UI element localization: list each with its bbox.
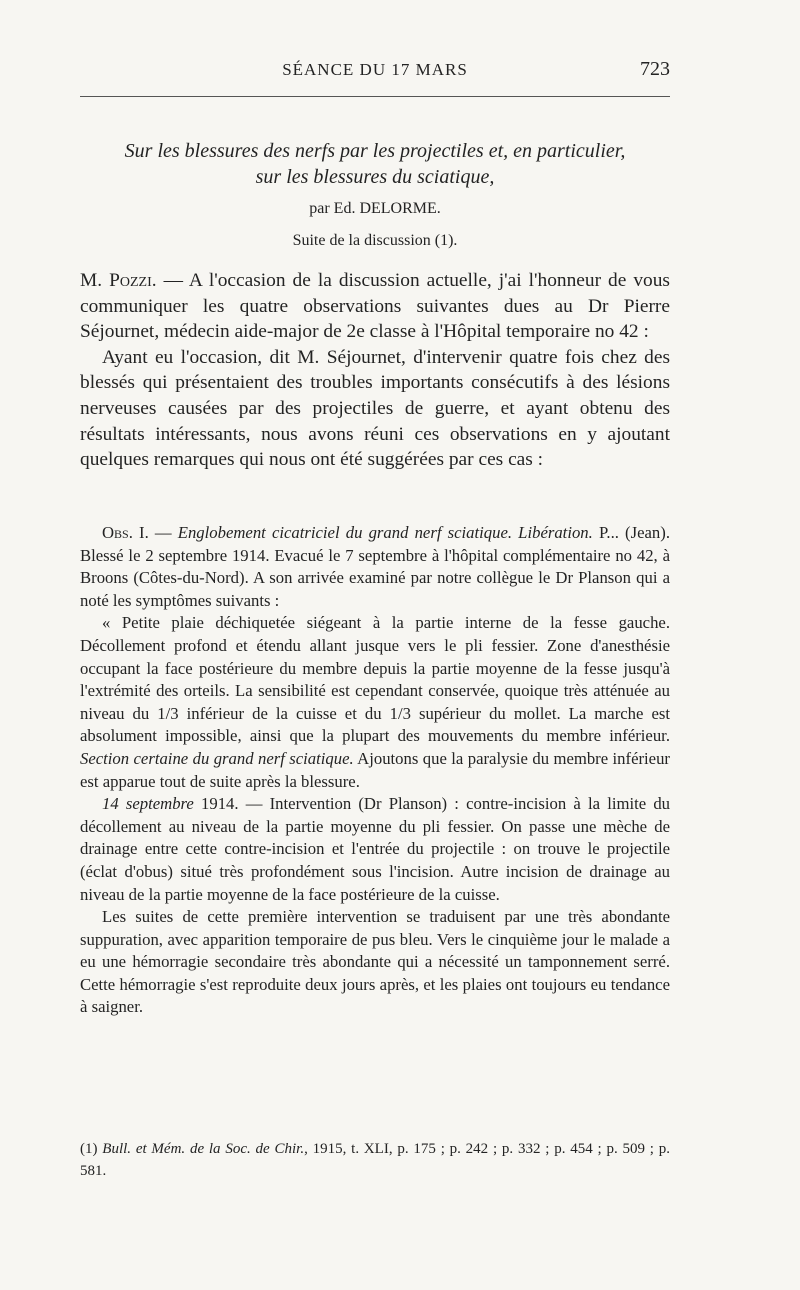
footnote bbox=[80, 1138, 670, 1182]
title-line-1: Sur les blessures des nerfs par les projectiles et, en particulier, bbox=[124, 140, 626, 162]
page-header bbox=[80, 58, 670, 86]
observation-text: P... (Jean). Blessé le 2 septembre 1914. Evacué le 7 septembre à l'hôpital complémentaire no 42, à Broons (Côtes-du-Nord). A son arrivée examiné par notre collègue le Dr Planson qui a noté les symptômes suivants : bbox=[80, 523, 670, 610]
header-rule bbox=[80, 96, 670, 97]
observation-heading: Englobement cicatriciel du grand nerf sciatique. Libération. bbox=[177, 523, 593, 542]
observation-dash: — bbox=[148, 523, 178, 542]
observation-label: Obs. I. bbox=[102, 523, 149, 542]
article-title bbox=[80, 138, 670, 190]
intro-paragraph bbox=[80, 268, 670, 345]
quote-end: Ajoutons que la paralysie du membre inférieur est apparue tout de suite après la blessure. bbox=[80, 748, 670, 791]
intervention-paragraph bbox=[80, 793, 670, 906]
quote-text: « Petite plaie déchiquetée siégeant à la partie interne de la fesse gauche. Décollement profond et étendu allant jusque vers le pli fessier. Zone d'anesthésie occupant la face postérieure du membre depuis la partie moyenne de la fesse jusqu'à l'extrémité des orteils. La sensibilité est cependant conservée, quoique très atténuée au niveau du 1/3 inférieur de la cuisse et du 1/3 supérieur du mollet. La marche est absolument impossible, ainsi que la plupart des mouvements du membre inférieur. bbox=[80, 613, 670, 746]
intervention-text: — Intervention (Dr Planson) : contre-incision à la limite du décollement au niveau de la partie moyenne du pli fessier. On passe une mèche de drainage entre cette contre-incision et l'entrée du projectile : on trouve le projectile (éclat d'obus) situé très profondément sous l'incision. Autre incision de drainage au niveau de la partie moyenne de la face postérieure de la cuisse. bbox=[80, 794, 671, 904]
observation-paragraph bbox=[80, 522, 670, 612]
intro-section bbox=[80, 268, 670, 473]
page-number: 723 bbox=[640, 58, 670, 80]
intervention-year: 1914. bbox=[193, 794, 239, 814]
suites-paragraph: Les suites de cette première intervention se traduisent par une très abondante suppuration, avec apparition temporaire de pus bleu. Vers le cinquième jour le malade a eu une hémorragie secondaire très abondante qui a nécessité un tamponnement serré. Cette hémorragie s'est reproduite deux jours après, et les plaies ont toujours eu tendance à saigner. bbox=[80, 907, 670, 1017]
title-line-2: sur les blessures du sciatique, bbox=[255, 166, 495, 188]
footnote-number: (1) bbox=[80, 1141, 103, 1157]
speaker-name: M. Pozzi. bbox=[80, 270, 157, 291]
observation-section bbox=[80, 522, 670, 1019]
running-head: SÉANCE DU 17 MARS bbox=[282, 60, 468, 79]
intervention-date: 14 septembre bbox=[102, 794, 194, 814]
footnote-rest: , 1915, t. XLI, p. 175 ; p. 242 ; p. 332 ; p. 454 ; p. 509 ; p. 581. bbox=[80, 1141, 670, 1179]
sejournet-paragraph: Ayant eu l'occasion, dit M. Séjournet, d'intervenir quatre fois chez des blessés qui présentaient des troubles importants consécutifs à des lésions nerveuses causées par des projectiles de guerre, et ayant obtenu des résultats intéressants, nous avons réuni ces observations en y ajoutant quelques remarques qui nous ont été suggérées par ces cas : bbox=[80, 346, 670, 471]
discussion-note: Suite de la discussion (1). bbox=[292, 232, 458, 249]
footnote-source: Bull. et Mém. de la Soc. de Chir. bbox=[102, 1141, 305, 1157]
quote-paragraph bbox=[80, 612, 670, 793]
intro-text: — A l'occasion de la discussion actuelle, j'ai l'honneur de vous communiquer les quatre observations suivantes dues au Dr Pierre Séjournet, médecin aide-major de 2e classe à l'Hôpital temporaire no 42 : bbox=[80, 270, 670, 343]
quote-italic: Section certaine du grand nerf sciatique. bbox=[80, 748, 354, 768]
byline: par Ed. DELORME. bbox=[309, 200, 441, 217]
